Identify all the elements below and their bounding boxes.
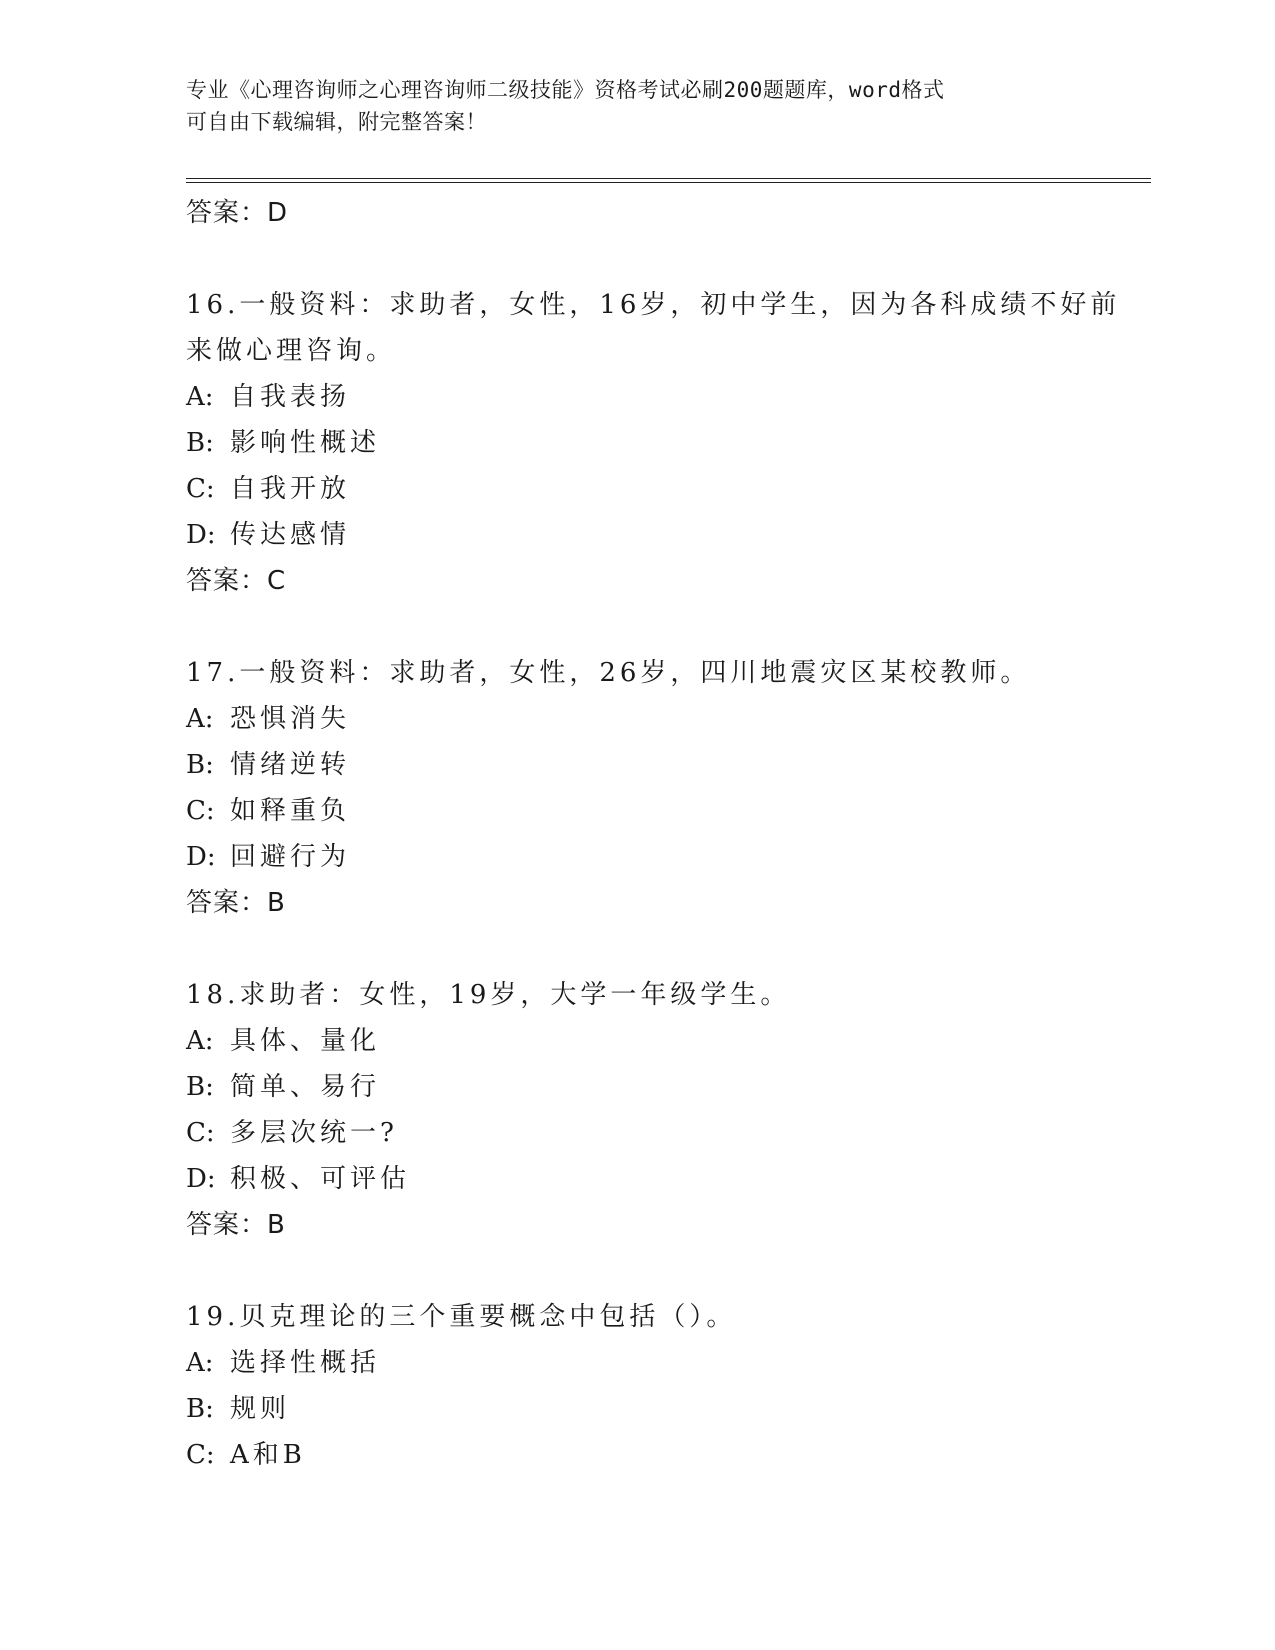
option-text: 恐惧消失 [230, 704, 351, 734]
document-header [186, 74, 1086, 138]
option-key: C: [186, 1118, 215, 1148]
option-c [186, 466, 1126, 512]
option-d [186, 1156, 1126, 1202]
question-stem-continued: 来做心理咨询。 [186, 336, 397, 366]
option-key: A: [186, 382, 214, 412]
question-16 [186, 282, 1126, 604]
option-key: B: [186, 1394, 214, 1424]
option-a [186, 1340, 1126, 1386]
option-b [186, 420, 1126, 466]
option-c [186, 788, 1126, 834]
option-text: 自我开放 [230, 474, 351, 504]
question-stem: 17.一般资料：求助者，女性，26岁，四川地震灾区某校教师。 [186, 658, 1031, 688]
option-text: 规则 [230, 1394, 291, 1424]
spacer [186, 236, 1126, 282]
option-b [186, 742, 1126, 788]
option-key: A: [186, 1026, 214, 1056]
option-text: 多层次统一? [230, 1118, 398, 1148]
spacer [186, 604, 1126, 650]
option-text: 回避行为 [230, 842, 351, 872]
option-b [186, 1386, 1126, 1432]
answer: 答案：B [186, 1210, 286, 1240]
question-19 [186, 1294, 1126, 1478]
question-list [186, 190, 1126, 1478]
option-text: 积极、可评估 [230, 1164, 411, 1194]
option-c [186, 1432, 1126, 1478]
option-key: B: [186, 750, 214, 780]
question-17 [186, 650, 1126, 926]
option-key: D: [186, 520, 216, 550]
option-key: C: [186, 1440, 215, 1470]
option-key: B: [186, 428, 214, 458]
option-key: B: [186, 1072, 214, 1102]
option-key: D: [186, 1164, 216, 1194]
option-text: 影响性概述 [230, 428, 381, 458]
option-key: C: [186, 796, 215, 826]
option-text: 自我表扬 [230, 382, 351, 412]
option-text: A和B [230, 1440, 306, 1470]
header-line-2: 可自由下载编辑，附完整答案！ [186, 110, 487, 134]
option-a [186, 696, 1126, 742]
option-text: 如释重负 [230, 796, 351, 826]
answer: 答案：B [186, 888, 286, 918]
option-text: 选择性概括 [230, 1348, 381, 1378]
option-d [186, 834, 1126, 880]
option-key: A: [186, 1348, 214, 1378]
header-line-1: 专业《心理咨询师之心理咨询师二级技能》资格考试必刷200题题库，word格式 [186, 78, 945, 102]
option-text: 情绪逆转 [230, 750, 351, 780]
option-key: C: [186, 474, 215, 504]
previous-answer: 答案：D [186, 198, 289, 228]
option-b [186, 1064, 1126, 1110]
option-text: 传达感情 [230, 520, 351, 550]
option-text: 简单、易行 [230, 1072, 381, 1102]
option-key: D: [186, 842, 216, 872]
answer: 答案：C [186, 566, 287, 596]
option-c [186, 1110, 1126, 1156]
header-divider-top [186, 178, 1151, 179]
option-a [186, 374, 1126, 420]
option-d [186, 512, 1126, 558]
question-stem: 16.一般资料：求助者，女性，16岁，初中学生，因为各科成绩不好前 [186, 290, 1121, 320]
question-18 [186, 972, 1126, 1248]
spacer [186, 926, 1126, 972]
spacer [186, 1248, 1126, 1294]
question-stem: 19.贝克理论的三个重要概念中包括（）。 [186, 1302, 737, 1332]
option-text: 具体、量化 [230, 1026, 381, 1056]
option-a [186, 1018, 1126, 1064]
question-stem: 18.求助者：女性，19岁，大学一年级学生。 [186, 980, 791, 1010]
option-key: A: [186, 704, 214, 734]
header-divider-bottom [186, 182, 1151, 183]
